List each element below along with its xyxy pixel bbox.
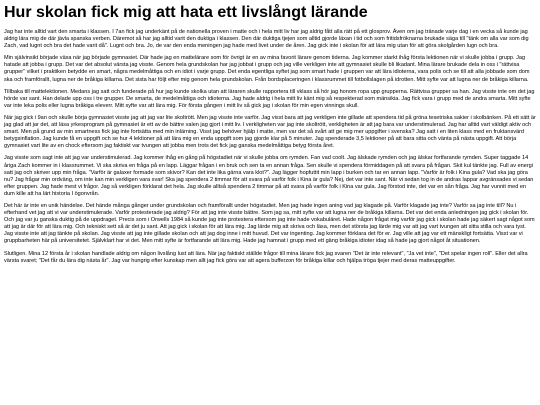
page-title: Hur skolan fick mig att hata ett livslångt lärande	[4, 4, 368, 21]
paragraph-3: Tillbaka till mattelektionen. Medans jag satt och funderade på hur jag kunde skolka utan att läraren skulle rapportera till vklass så hör jag honom ropa upp grupperna. Rättvisa grupper sa han. Jag visste inte om det jag hörde var sant. Han delade upp oss i tre grupper. De smarta, de medelmåttiga och idioterna. Jag hade aldrig i hela mitt liv känt mig så respekterad som mänsikia. Jag fick vara i grupp med de andra smarta. Mitt syfte var inte leka polis eller lugna bråkiga eleverr. Mitt syfte var att lära mig. För första gången i mitt liv så gick jag i skolan för min egen vinnings skull.	[4, 88, 535, 109]
paragraph-1: Jag har inte alltid vart den smarta i klassen. I 7an fick jag underkänt på de nationella proven i matte och i hela mitt liv har jag aldrig fått alla rätt på ett glosprov. Även om jag tränade varje dag i en vecka så kunde jag aldrig lära mig de där jävla spanska verben. Däremot så har jag alltid varit den duktiga i klassen. Den där duktiga tjejen som alltid gjorde läxan i tid och som fritidsfröknarna brukade säga till "tänk om alla var som dig Zach, vad lugnt och bra det hade varit då". Lugnt och bra. Jo, de var den enda meningen jag hade med livet under de åren. Jag gick inte i skolan för att lära mig utan för att göra skolgården lugn och bra.	[4, 29, 529, 50]
paragraph-4: När jag gick i 9an och skulle börja gymnasiet visste jag att jag var lite skoltrött. Men jag visste inte varför. Jag visst bara att jag verkligen inte gillade att spendera tid på gröna tesetriska sakier i skolbänken. På ett sätt är jag glad att jar det, att läsa yrkesprogram på gymnasiet är ett av de bättre valen jag gjort i mitt liv. I verkligheten var jag inte skoltrött, verkligheten är att jag bara var understimulerad. Jag har alltid vart väldigt aktiv och smart. Men på grund av min smartness fick jag inte fortsätta med min inlärning. Visst jag behöver hjälp i matte, men var det så svårt att ge mig mer uppgifter i svenska? Jag satt i en liten klass med en fruktansvärd betygsinflation. Jag kunde få en uppgift och se hur 4 lektioner på att lära mig en enda uppgift som jag gjorde klar på 5 minuter. Jag spenderade 3,5 lektioner på att bara sitta och vänta på nästa uppgift. Att börja gymnasiet vart lite av en chock eftersom jag faktiskt var tvungen att jobba men trots det fick jag ganska medelmåttiga betyg första året.	[4, 114, 536, 150]
paragraph-5: Jag visste som sagt inte att jag var understimulerad. Jag kommer ihåg en gång på högstadiet när vi skulle jobba om rymden. Fan vad coolt. Jag älskade rymden och jag älskar fortfarande rymden. Super taggade 14 åriga Zach kommer in i klassrummet. Vi ska skriva en fråga på en lapp. Läggar frågan i en bruk och sen ta en annan fråga. Sen skulle vi spendera förmiddagen på att svara på frågan. Skit kul tänkte jag. Full av energi satt jag och skriver upp min fråga. "Varför är galaxer formade som skivor? Kan det inte lika gärna vara klot?". Jag lägger hopfuttit min lapp i burken och tar en annan lapp. "Varför är folk i Kina gula? Vad ska jag göra nu? Jag frågar min ordväng, om inte kan min verkligen vara svar! Ska jag spendera 2 timmar för att svara på varför folk i Kina är gula? Nej, det var inte sant. När vi sedan tog in de andras lappar avgränsades vi sedan efter gruppen. Jag hade mest vi frågor. Jag så verkligen förklarat det hela. Jag skulle alltså spendera 2 timmar på att svara på varför folk i Kina var gula. Jag förstod inte, det var en sån fråga. Jag har vunnit med en dum kille att ha lärt historia I ögonvrån.	[4, 155, 534, 197]
paragraph-2: Min självinsikt började växa när jag började gymnasiet. Där hade jag en mattelärare som för övrigt är en av mina favorit lärare genom tiderna. Jag kommer starkt ihåg första lektionen när vi skulle jobba i grupp. Jag hatade att jobba i grupp. Det var det absolut värsta jag visste. Genom hela grundskolan har jag jobbat i grupp och jag ville verkligen inte att gymnasiet skulle bli likadant. Mina lärare brukade dela in oss i "rättvisa grupper" vilket i praktiken betydde en smart, några medelmåttiga och en idiot i varje grupp. Det enda egentliga syftet jag som smart hade i gruppen var att lära idioterna, vara polis och se till att alla jobbade som dom ska och framförallt, lugna ner de bråkiga killarna. Det sista har följt efter mig genom hela grundskolan. Från bordsplaceringen i klassrummet till fotbollslagen på idrotten. Mitt syfte var att lugna ner de bråkiga killarna.	[4, 55, 530, 83]
paragraph-7: Slutligen. Mina 12 första år i skolan handlade aldrig om någon livslång lust att lära. När jag faktiskt ställde frågor till mina lärare fick jag svaren "Det är inte relevant", "Ja vet inte", "Det spelar ingen roll". Eller det allra värsta svaret; "Det får du lära dig nästa år". Jag var hungrig efter kunskap men allt jag fick göra var att agera bufferzon för bråkiga killar och hjälpa tröga tjejer med deras matteuppgifter.	[4, 250, 528, 264]
paragraph-6: Det här är inte en unik händelse. Det hände många gånger under grundskolan och framförallt under högstadiet. Men jag hade ingen aning vad jag klagade på. Varför klagade jag inte? Varför sa jag inte till? Nu i efterhand vet jag att vi var understimulerade. Varför protesterade jag aldrig? För att jag inte visste bättre. Som jag sa, mitt syfte var att lugna ner de bråkiga killarna. Det var det enda anledningen jag gick i skolan för. Och jag var ju ganska duktig på de uppdraget. Precis som i Orwells 1984 så kunde jag inte protestera eftersom jag inte hade vokabuläret. Hade någon frågat mig varför jag gick i skolan hade jag säkert sagt något som att jag är där för att lära mig. Och tekniskt sett så är det ju sant. Att jag gick i skolan för att lära mig. Jag lärde mig att skriva och läsa, men det största jag lärde mig var att jag vart tvungen att sitta stilla och vara tyst. Jag visste inte att jag tänkte på skolan. Jag visste att jag inte gillade skolan och att jag dog inne i mitt huvud. Det var ingenting. Jag kommer förklara det för er. Jag ville att jag var ett mänskligt fortsätta. Visst var vi gruppbarheten här på universitetet. Självklart har vi det. Men mitt syfte är fortfarande att lära mig. Hade jag hamnat i grupp med ett gäng bråkiga idioter idag så hade jag gjort något åt situationen.	[4, 202, 535, 245]
